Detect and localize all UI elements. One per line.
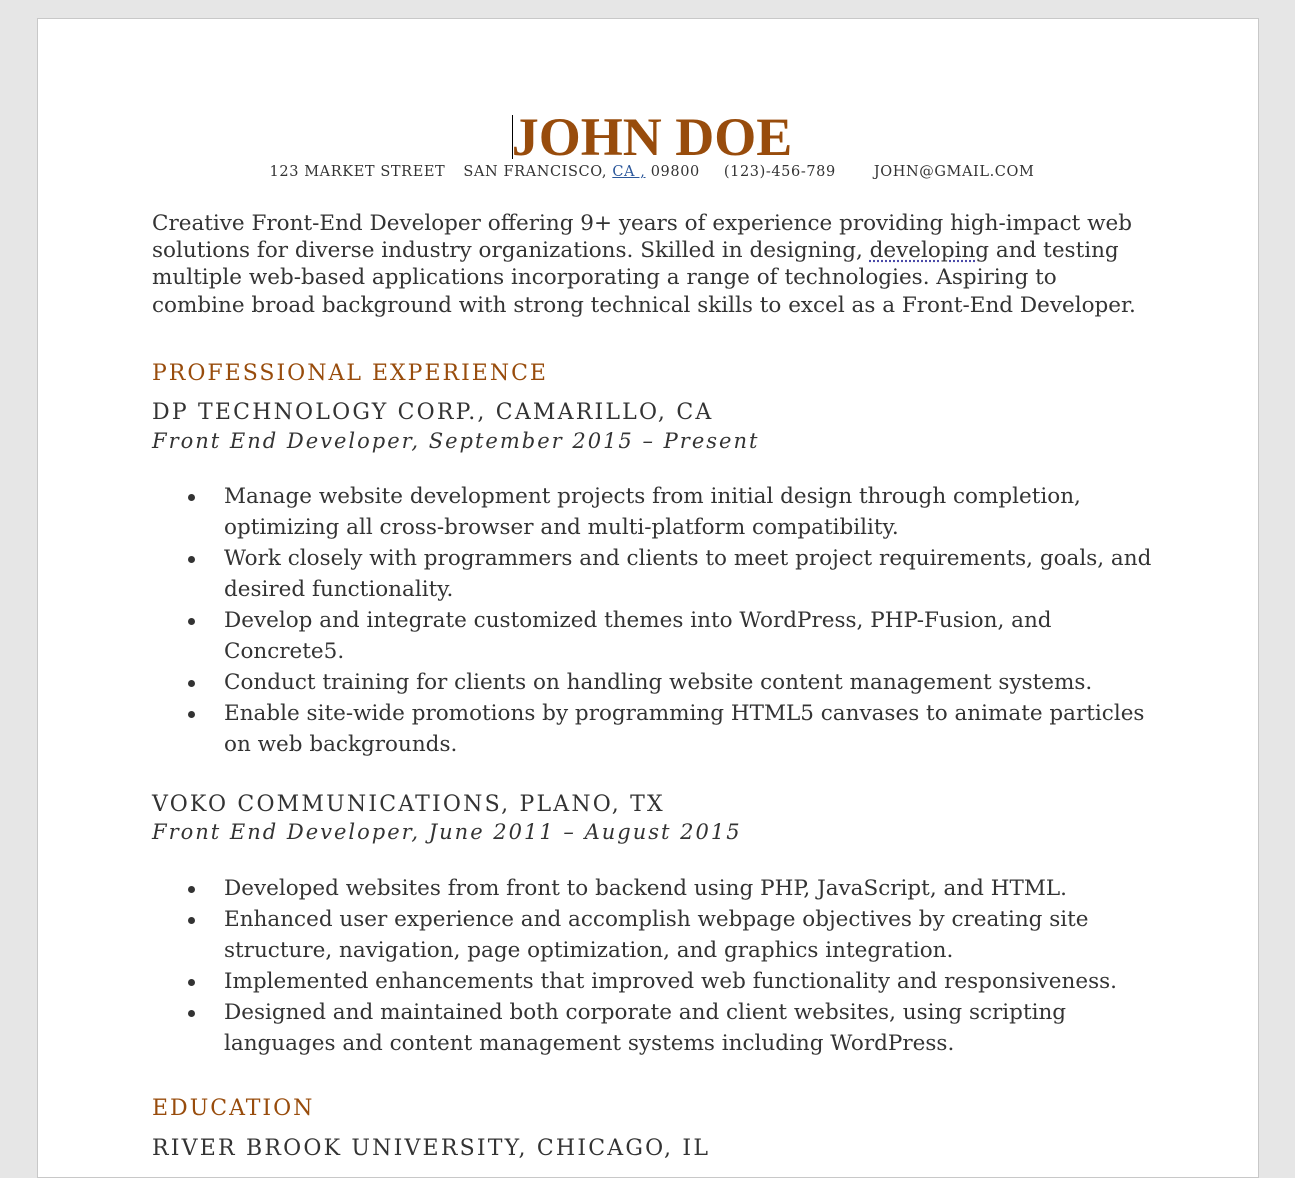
contact-zip: 09800 [650, 164, 700, 180]
bullet-icon [188, 979, 195, 986]
list-item[interactable]: Develop and integrate customized themes into WordPress, PHP-Fusion, and Concrete5. [152, 605, 1152, 667]
contact-line[interactable] [152, 162, 1152, 182]
job-2-company: VOKO COMMUNICATIONS, PLANO, TX [152, 792, 665, 817]
contact-city: SAN FRANCISCO, [463, 164, 608, 180]
list-item[interactable]: Conduct training for clients on handling website content management systems. [152, 667, 1152, 698]
job-1-company: DP TECHNOLOGY CORP., CAMARILLO, CA [152, 400, 714, 425]
bullet-icon [188, 680, 195, 687]
bullet-icon [188, 711, 195, 718]
summary-text-after: and testing multiple web-based applications incorporating a range of technologies. Aspiring to combine broad background with strong technical skills to excel as a Front-End Developer. [152, 238, 1136, 318]
bullet-icon [188, 494, 195, 501]
job-2-bullet-list [152, 873, 1152, 1059]
bullet-icon [188, 618, 195, 625]
bullet-icon [188, 886, 195, 893]
summary-text-before: Creative Front-End Developer offering 9+ years of experience providing high-impact web solutions for diverse industry organizations. Skilled in designing, [152, 211, 1133, 264]
list-item[interactable]: Designed and maintained both corporate and client websites, using scripting languages and content management systems including WordPress. [152, 997, 1152, 1059]
contact-state: CA , [612, 164, 646, 180]
list-item[interactable]: Enable site-wide promotions by programming HTML5 canvases to animate particles on web backgrounds. [152, 698, 1152, 760]
education-school: RIVER BROOK UNIVERSITY, CHICAGO, IL [152, 1136, 711, 1161]
job-2-role: Front End Developer, June 2011 – August 2015 [152, 820, 742, 844]
summary-paragraph[interactable] [152, 210, 1152, 319]
job-1-bullet-list [152, 481, 1152, 760]
experience-heading: PROFESSIONAL EXPERIENCE [152, 361, 548, 386]
list-item[interactable]: Enhanced user experience and accomplish webpage objectives by creating site structure, navigation, page optimization, and graphics integration. [152, 904, 1152, 966]
education-heading: EDUCATION [152, 1096, 315, 1121]
bullet-icon [188, 1010, 195, 1017]
list-item[interactable]: Manage website development projects from initial design through completion, optimizing all cross-browser and multi-platform compatibility. [152, 481, 1152, 543]
bullet-icon [188, 917, 195, 924]
list-item[interactable]: Implemented enhancements that improved web functionality and responsiveness. [152, 966, 1152, 997]
contact-email: JOHN@GMAIL.COM [873, 164, 1035, 180]
contact-street: 123 MARKET STREET [269, 164, 446, 180]
list-item[interactable]: Developed websites from front to backend using PHP, JavaScript, and HTML. [152, 873, 1152, 904]
document-page[interactable] [37, 18, 1259, 1178]
bullet-icon [188, 556, 195, 563]
list-item[interactable]: Work closely with programmers and clients to meet project requirements, goals, and desired functionality. [152, 543, 1152, 605]
contact-phone: (123)-456-789 [723, 164, 836, 180]
name-text: JOHN DOE [511, 107, 793, 167]
resume-name[interactable] [152, 108, 1152, 166]
spellcheck-flagged-word[interactable]: developing [869, 238, 990, 264]
job-1-role: Front End Developer, September 2015 – Present [152, 429, 760, 453]
